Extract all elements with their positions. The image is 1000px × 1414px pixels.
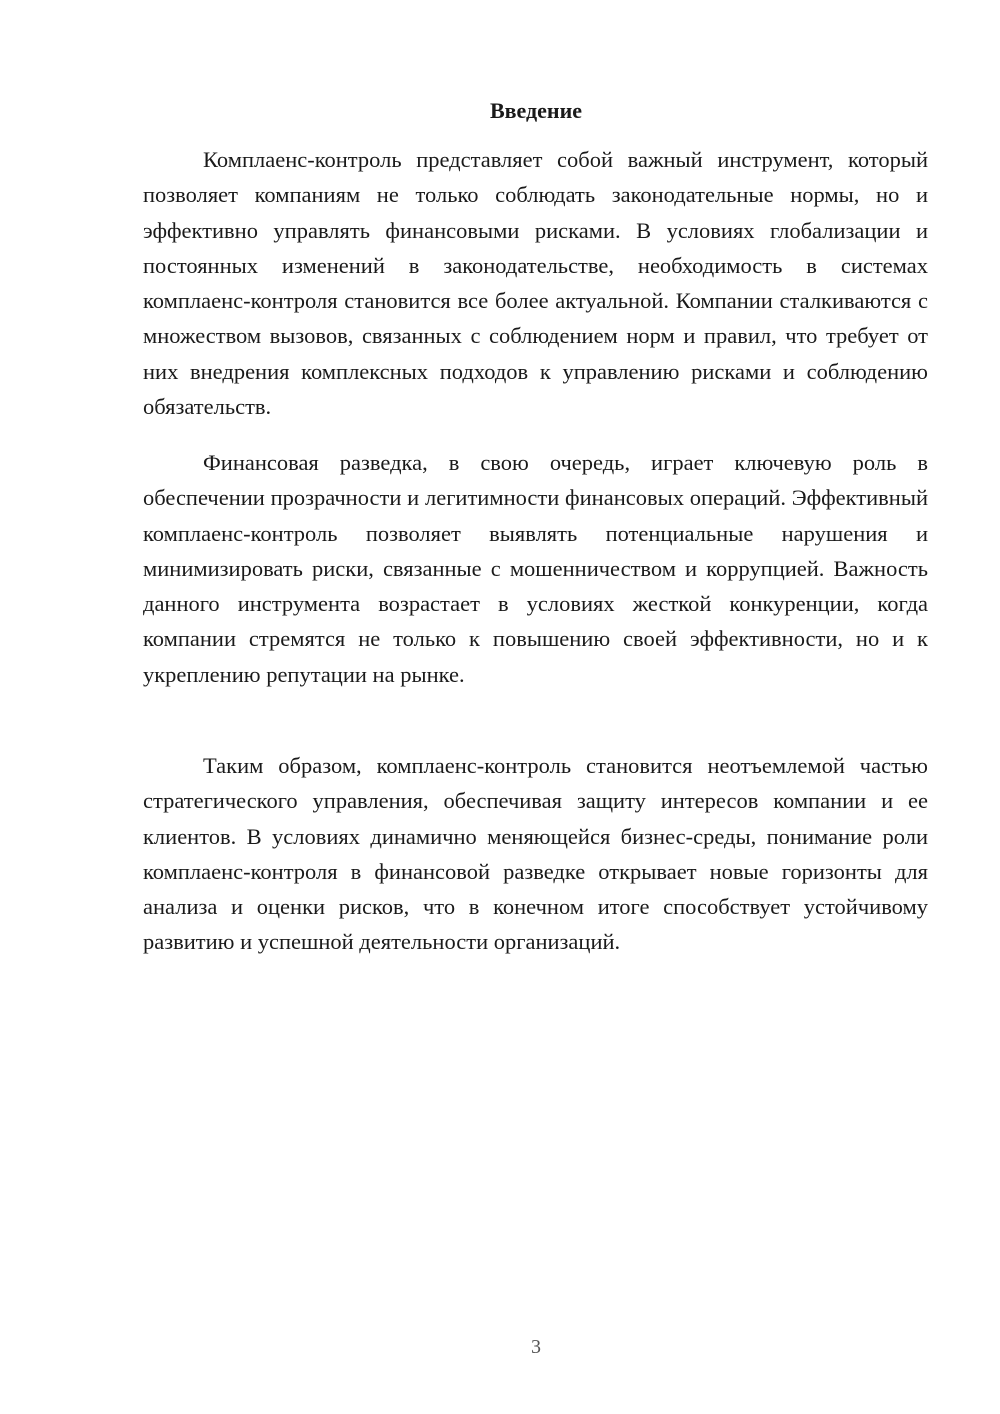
section-heading: Введение xyxy=(489,98,583,123)
paragraph-intro: Комплаенс-контроль представляет собой важный инструмент, который позволяет компаниям не только соблюдать законодательные нормы, но и эффективно управлять финансовыми рисками. В условиях глобализации и постоянных изменений в законодательстве, необходимость в системах комплаенс-контроля становится все более актуальной. Компании сталкиваются с множеством вызовов, связанных с соблюдением норм и правил, что требует от них внедрения комплексных подходов к управлению рисками и соблюдению обязательств. xyxy=(143,147,928,420)
paragraph-financial-intelligence: Финансовая разведка, в свою очередь, играет ключевую роль в обеспечении прозрачности и легитимности финансовых операций. Эффективный комплаенс-контроль позволяет выявлять потенциальные нарушения и минимизировать риски, связанные с мошенничеством и коррупцией. Важность данного инструмента возрастает в условиях жесткой конкуренции, когда компании стремятся не только к повышению своей эффективности, но и к укреплению репутации на рынке. xyxy=(143,450,928,687)
paragraph-conclusion: Таким образом, комплаенс-контроль становится неотъемлемой частью стратегического управления, обеспечивая защиту интересов компании и ее клиентов. В условиях динамично меняющейся бизнес-среды, понимание роли комплаенс-контроля в финансовой разведке открывает новые горизонты для анализа и оценки рисков, что в конечном итоге способствует устойчивому развитию и успешной деятельности организаций. xyxy=(143,753,928,955)
page-number: 3 xyxy=(531,1336,541,1358)
